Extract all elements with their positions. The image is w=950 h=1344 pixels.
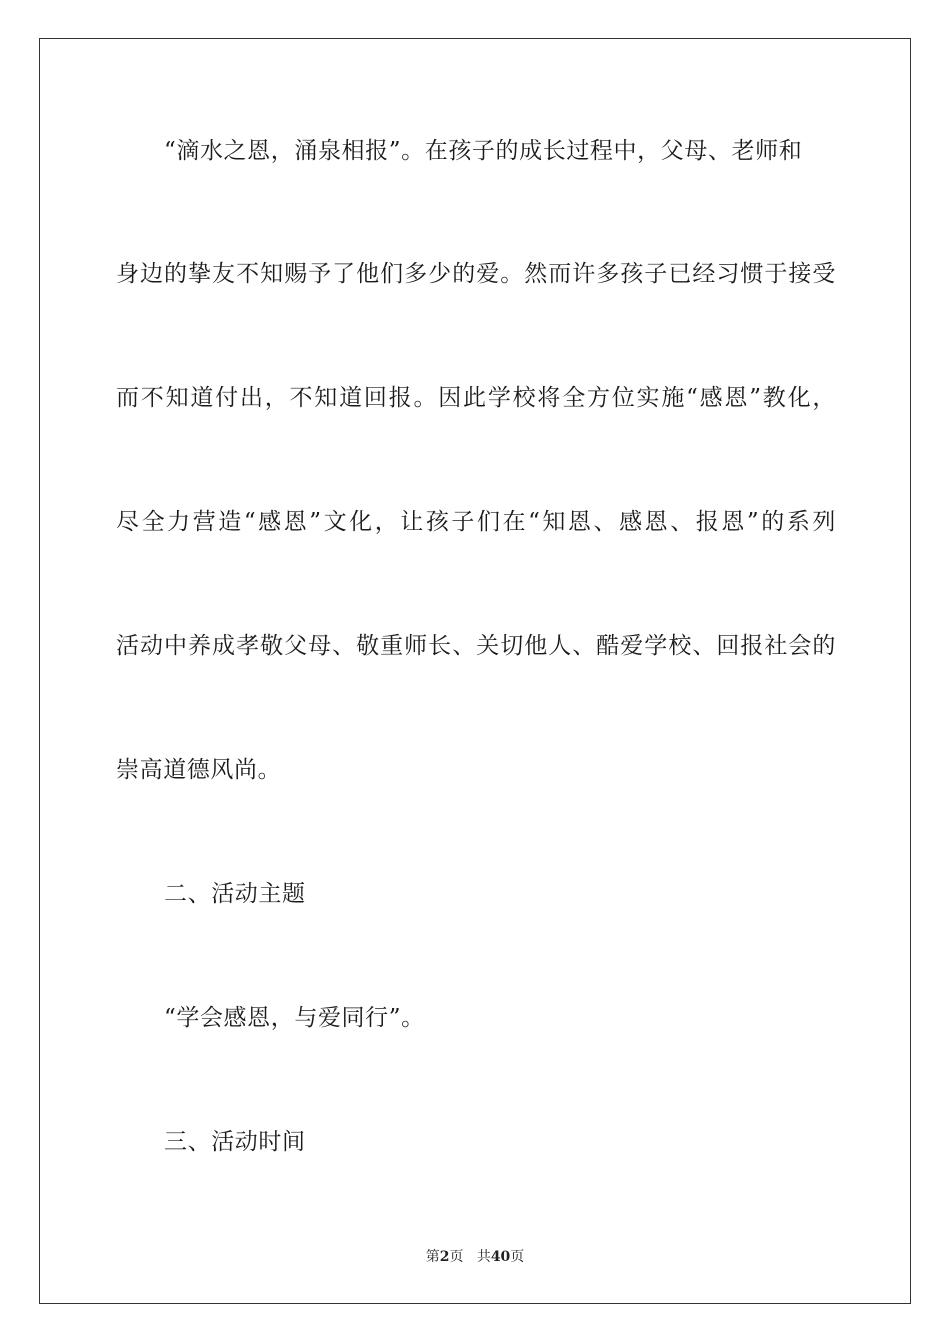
page-footer xyxy=(0,1248,950,1266)
section-body: “学会感恩，与爱同行”。 xyxy=(164,1005,425,1031)
paragraph-line: 而不知道付出，不知道回报。因此学校将全方位实施“感恩”教化， xyxy=(116,385,836,411)
paragraph-line: 活动中养成孝敬父母、敬重师长、关切他人、酷爱学校、回报社会的 xyxy=(116,633,836,659)
current-page-number: 2 xyxy=(439,1249,450,1265)
paragraph-line: 身边的挚友不知赐予了他们多少的爱。然而许多孩子已经习惯于接受 xyxy=(116,261,836,287)
paragraph-line: 崇高道德风尚。 xyxy=(116,757,282,783)
total-pages-number: 40 xyxy=(490,1249,511,1265)
section-heading: 二、活动主题 xyxy=(164,881,306,907)
footer-page-suffix: 页 xyxy=(449,1249,464,1265)
footer-prefix: 第 xyxy=(425,1249,440,1265)
paragraph-line: 尽全力营造“感恩”文化，让孩子们在“知恩、感恩、报恩”的系列 xyxy=(116,509,836,535)
footer-total-prefix: 共 xyxy=(476,1249,491,1265)
paragraph-line: “滴水之恩，涌泉相报”。在孩子的成长过程中，父母、老师和 xyxy=(164,138,803,164)
section-heading: 三、活动时间 xyxy=(164,1129,306,1155)
footer-total-suffix: 页 xyxy=(510,1249,525,1265)
page-border xyxy=(39,38,911,1304)
